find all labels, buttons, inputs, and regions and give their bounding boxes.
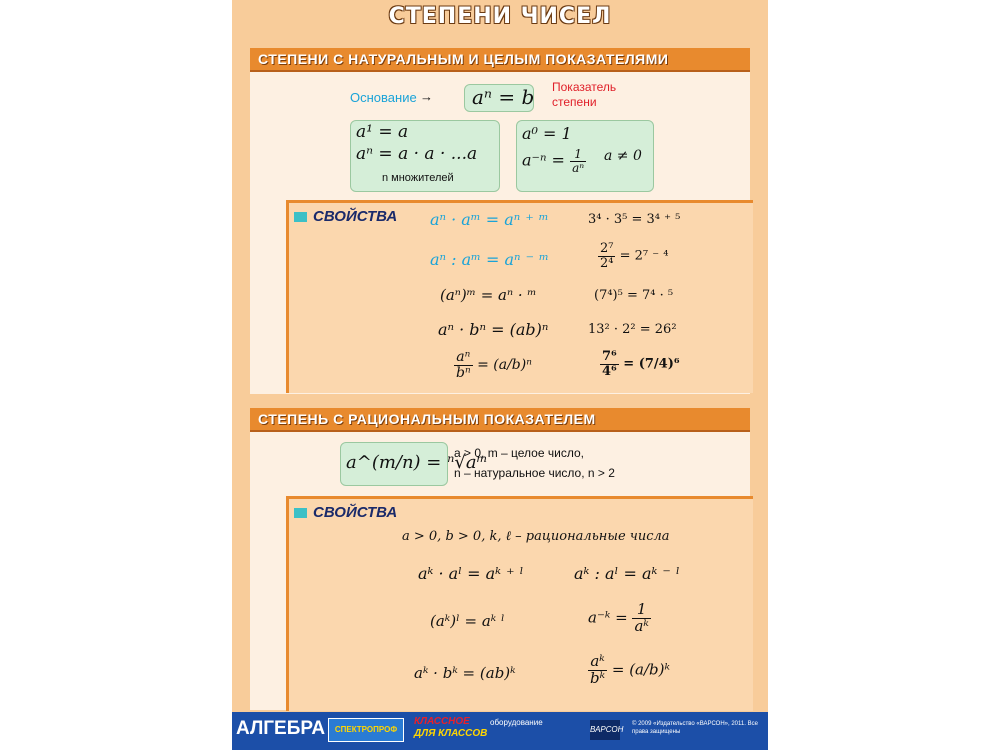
prop2-example [598,242,668,270]
subject-label: АЛГЕБРА [236,718,326,739]
poster-title: СТЕПЕНИ ЧИСЕЛ [388,4,612,29]
prop2-example-fraction [598,242,615,270]
exponent-label-line1: Показатель [552,80,617,94]
poster-footer [232,712,768,750]
box1-line1: a¹ = a [356,122,409,142]
rprop3-left: aᵏ · bᵏ = (ab)ᵏ [414,664,516,682]
box1-line2: aⁿ = a · a · ...a [356,144,478,164]
rprop2-left: (aᵏ)ˡ = aᵏ ˡ [430,612,505,630]
box2-frac-den: aⁿ [572,160,585,175]
prop5-ex-num: 7⁶ [602,349,617,364]
copyright: © 2009 «Издательство «ВАРСОН», 2011. Все права защищены [632,721,758,735]
rational-definition-formula: a^(m/n) = ⁿ√aᵐ [346,452,488,473]
section2-props-intro: a > 0, b > 0, k, ℓ – рациональные числа [402,529,670,544]
rprop1-left: aᵏ · aˡ = aᵏ ⁺ ˡ [418,564,524,583]
prop5-example [600,350,680,378]
rprop2-right [588,602,651,635]
section1-props-title [294,208,397,225]
series-line3: ДЛЯ КЛАССОВ [414,728,488,739]
props-title-text: СВОЙСТВА [313,504,398,521]
prop5-ex-rhs: = (7/4)⁶ [623,356,680,372]
prop4-rule: aⁿ · bⁿ = (ab)ⁿ [438,320,549,339]
rprop2-right-den: aᵏ [634,616,649,635]
rational-cond-line1: a > 0, m – целое число, [454,446,584,460]
box2-line2-lhs: a⁻ⁿ = [522,150,565,170]
section2-heading: СТЕПЕНЬ С РАЦИОНАЛЬНЫМ ПОКАЗАТЕЛЕМ [258,411,596,427]
box2-line2 [522,148,586,174]
prop2-rule: aⁿ : aᵐ = aⁿ ⁻ ᵐ [430,250,549,269]
prop3-example: (7⁴)⁵ = 7⁴ · ⁵ [594,288,674,303]
rprop1-right: aᵏ : aˡ = aᵏ ⁻ ˡ [574,564,680,583]
prop4-example: 13² · 2² = 26² [588,322,677,337]
prop1-example: 3⁴ · 3⁵ = 3⁴ ⁺ ⁵ [588,212,681,227]
rprop3-right [588,654,670,687]
prop5-rule-rhs: = (a/b)ⁿ [477,357,532,374]
rprop3-right-rhs: = (a/b)ᵏ [611,660,670,679]
prop2-ex-den: 2⁴ [600,255,614,271]
publisher-logo: СПЕКТРОПРОФ [328,718,404,742]
prop1-rule: aⁿ · aᵐ = aⁿ ⁺ ᵐ [430,210,549,229]
props-marker-icon [294,508,307,518]
prop2-ex-rhs: = 2⁷ ⁻ ⁴ [619,248,669,264]
series-subtitle: оборудование [490,718,543,727]
section1-heading: СТЕПЕНИ С НАТУРАЛЬНЫМ И ЦЕЛЫМ ПОКАЗАТЕЛЯМИ [258,51,669,67]
prop5-rule-den: bⁿ [456,364,471,381]
rprop3-right-fraction [588,654,607,687]
prop3-rule: (aⁿ)ᵐ = aⁿ · ᵐ [440,286,537,304]
rprop2-right-lhs: a⁻ᵏ = [588,608,628,627]
prop5-rule [454,350,532,380]
section2-props-title [294,504,397,521]
props-title-text: СВОЙСТВА [313,208,398,225]
series-name [414,716,487,740]
rational-cond-line2: n – натуральное число, n > 2 [454,466,615,480]
rprop3-right-den: bᵏ [590,668,606,687]
rprop2-right-fraction [632,602,650,635]
prop5-ex-den: 4⁶ [602,363,617,379]
section1-banner [250,48,750,72]
box2-frac-num: 1 [570,148,586,162]
poster [232,0,768,750]
rprop3-right-num: aᵏ [588,654,607,671]
base-label: Основание [350,90,417,105]
prop2-ex-num: 2⁷ [600,241,614,256]
prop5-example-fraction [600,350,619,378]
prop5-rule-num: aⁿ [454,350,473,366]
definition-formula: aⁿ = b [472,85,535,109]
box2-fraction [570,148,586,174]
prop5-rule-fraction [454,350,473,380]
series-line1: КЛАССНОЕ [414,716,470,727]
props-marker-icon [294,212,307,222]
box2-line1: a⁰ = 1 [522,124,572,143]
varson-mark: ВАРСОН [590,720,620,740]
exponent-label-line2: степени [552,95,597,109]
box2-condition: a ≠ 0 [604,148,642,164]
box1-caption: n множителей [382,172,454,184]
section2-banner [250,408,750,432]
rprop2-right-num: 1 [632,602,650,619]
arrow-icon: → [420,89,433,104]
